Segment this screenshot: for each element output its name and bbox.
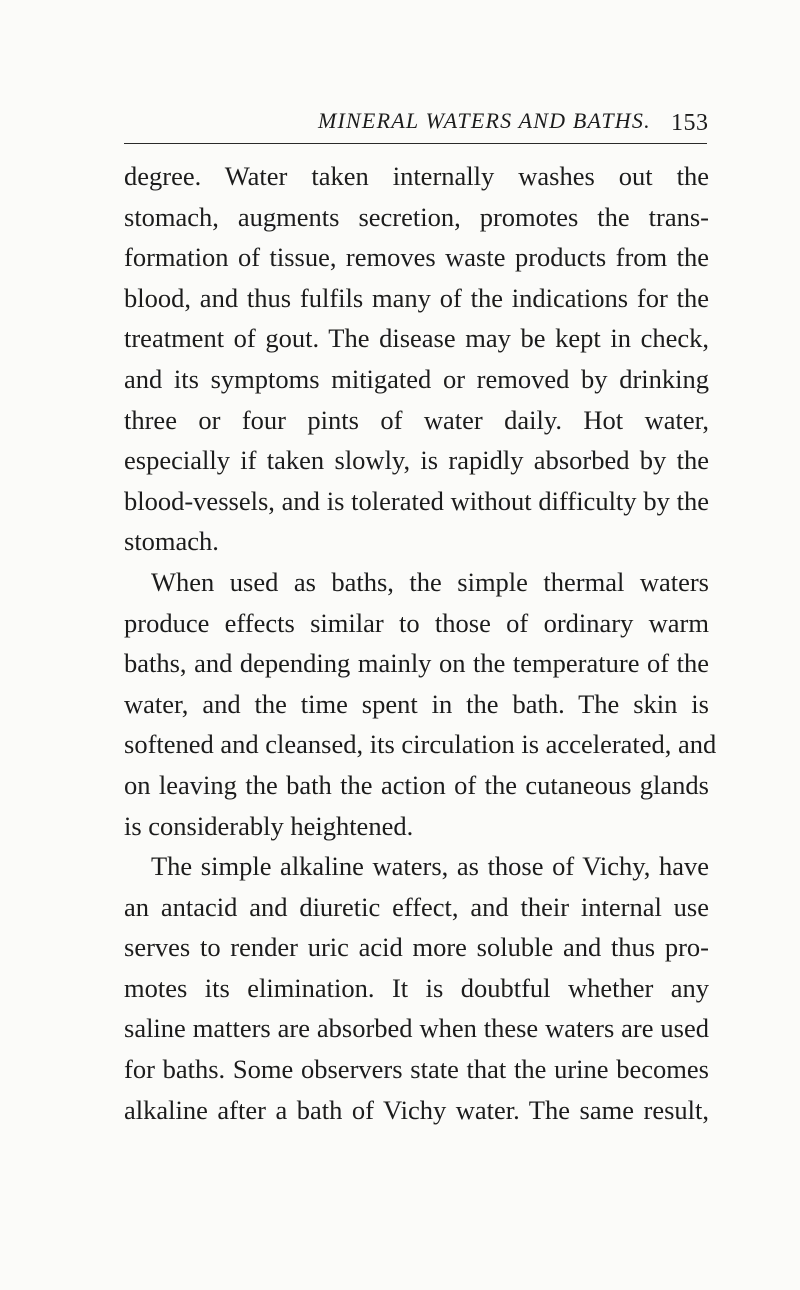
text-line: formation of tissue, removes waste products from the <box>124 242 709 273</box>
text-line: especially if taken slowly, is rapidly absorbed by the <box>124 445 709 476</box>
text-line: an antacid and diuretic effect, and their internal use <box>124 891 709 922</box>
text-line: for baths. Some observers state that the urine becomes <box>124 1054 709 1085</box>
running-head-title: MINERAL WATERS AND BATHS. <box>318 108 651 133</box>
text-line: stomach, augments secretion, promotes the trans- <box>124 201 709 232</box>
text-line: When used as baths, the simple thermal waters <box>151 566 709 597</box>
text-line: baths, and depending mainly on the temperature of the <box>124 648 709 679</box>
text-line: softened and cleansed, its circulation is accelerated, and <box>124 729 717 760</box>
text-line: is considerably heightened. <box>124 810 414 841</box>
text-line: serves to render uric acid more soluble and thus pro- <box>124 932 709 963</box>
text-line: treatment of gout. The disease may be kept in check, <box>124 323 709 354</box>
body-text <box>124 156 717 1130</box>
text-line: and its symptoms mitigated or removed by drinking <box>124 363 709 394</box>
text-line: water, and the time spent in the bath. The skin is <box>124 688 709 719</box>
text-line: motes its elimination. It is doubtful whether any <box>124 972 709 1003</box>
header-rule <box>124 143 707 144</box>
text-line: three or four pints of water daily. Hot water, <box>124 404 709 435</box>
text-line: blood-vessels, and is tolerated without difficulty by the <box>124 485 709 516</box>
text-line: blood, and thus fulfils many of the indications for the <box>124 282 709 313</box>
text-line: The simple alkaline waters, as those of Vichy, have <box>151 851 709 882</box>
text-line: produce effects similar to those of ordinary warm <box>124 607 709 638</box>
page-number: 153 <box>671 110 709 136</box>
text-line: alkaline after a bath of Vichy water. The same result, <box>124 1094 709 1125</box>
text-line: saline matters are absorbed when these waters are used <box>124 1013 709 1044</box>
text-line: degree. Water taken internally washes out the <box>124 161 709 191</box>
text-line: stomach. <box>124 526 219 557</box>
text-line: on leaving the bath the action of the cutaneous glands <box>124 769 709 800</box>
